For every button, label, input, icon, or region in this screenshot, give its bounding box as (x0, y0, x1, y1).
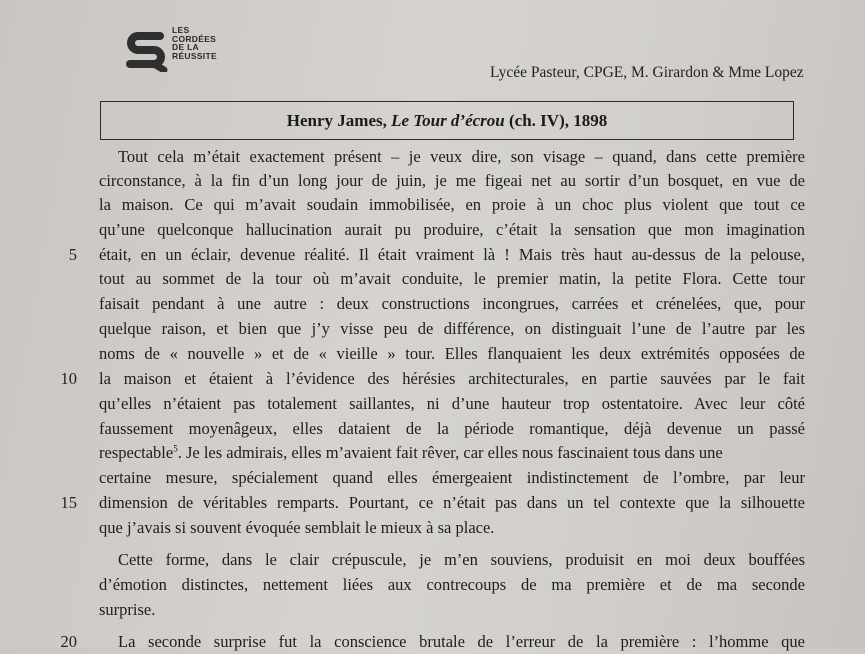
text-line: quelque raison, et bien que j’y visse peu de différence, on distinguait l’une de l’autre par les (99, 319, 805, 338)
document-title: Henry James, Le Tour d’écrou (ch. IV), 1898 (286, 110, 608, 130)
text-line: Tout cela m’était exactement présent – je veux dire, son visage – quand, dans cette première (118, 147, 805, 166)
text-line: était, en un éclair, devenue réalité. Il était vraiment là ! Mais très haut au-dessus de la pelouse, (99, 245, 805, 264)
text-line: dimension de véritables remparts. Pourtant, ce n’était pas dans un tel contexte que la silhouette (99, 493, 805, 512)
text-line: certaine mesure, spécialement quand elles émergeaient indistinctement de l’ombre, par leur (99, 468, 805, 487)
line-number: 20 (60, 632, 77, 651)
text-line: d’émotion distinctes, nettement liées aux contrecoups de ma première et de ma seconde (99, 575, 805, 594)
text-line: Cette forme, dans le clair crépuscule, je m’en souviens, produisit en moi deux bouffées (118, 550, 805, 569)
text-line: que j’avais si souvent évoquée semblait le mieux à sa place. (99, 518, 495, 537)
text-line: respectable$^5$. Je les admirais, elles m’avaient fait rêver, car elles nous fascinaient tous dans une (99, 443, 723, 462)
line-number: 5 (68, 245, 77, 264)
text-line: qu’elles n’étaient pas totalement saillantes, ni d’une hauteur trop ostentatoire. Avec leur côté (99, 394, 805, 413)
document-title-box (100, 101, 794, 140)
text-line: tout au sommet de la tour où m’avait conduite, le premier matin, la petite Flora. Cette tour (99, 269, 805, 288)
text-line: la maison. Ce qui m’avait soudain immobilisée, en proie à un choc plus violent que tout ce (99, 195, 805, 214)
cordees-logo-icon (124, 28, 168, 72)
line-number: 10 (60, 369, 77, 388)
text-line: circonstance, à la fin d’un long jour de juin, je me figeai net au sortir d’un bosquet, en vue de (99, 171, 805, 190)
footnote-marker: 5 (173, 443, 178, 454)
text-line: faisait pendant à une autre : deux constructions incongrues, carrées et crénelées, que, pour (99, 294, 805, 313)
line-number: 15 (60, 493, 77, 512)
text-line: la maison et étaient à l’évidence des hérésies architecturales, en partie sauvées par le fait (99, 369, 805, 388)
logo-wordmark: LES CORDÉES DE LA RÉUSSITE (172, 25, 217, 61)
text-line: noms de « nouvelle » et de « vieille » tour. Elles flanquaient les deux extrémités opposées de (99, 344, 805, 363)
header-institution: Lycée Pasteur, CPGE, M. Girardon & Mme Lopez (490, 64, 804, 81)
text-line: faussement moyenâgeux, elles dataient de la période romantique, déjà devenue un passé (99, 419, 805, 438)
logo (124, 26, 234, 76)
text-line-cut: La seconde surprise fut la conscience brutale de l’erreur de la première : l’homme que (118, 632, 805, 651)
text-line: surprise. (99, 600, 156, 619)
text-line: qu’une quelconque hallucination aurait pu produire, c’était la sensation que mon imagination (99, 220, 805, 239)
